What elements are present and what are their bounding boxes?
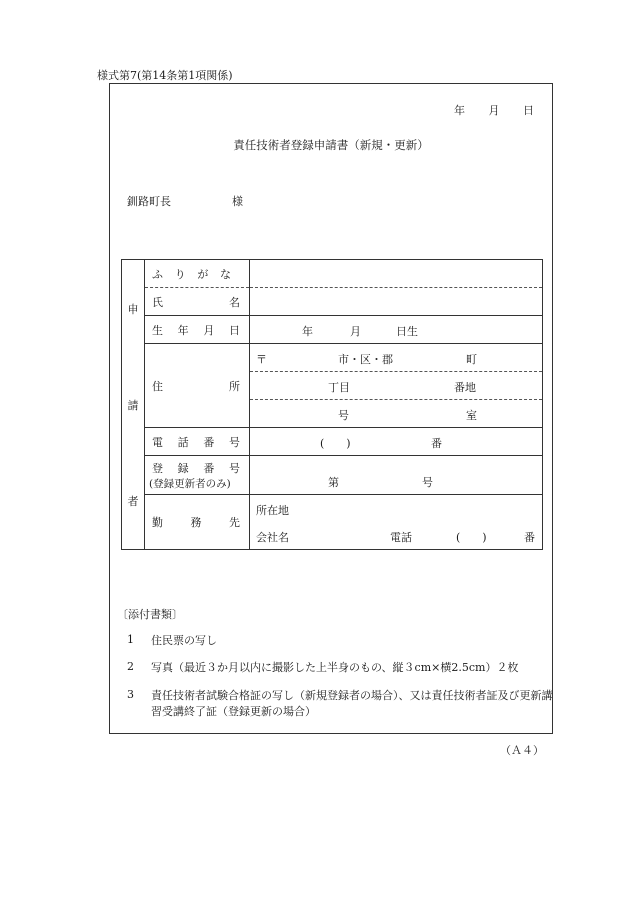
paper-size: （Ａ４）	[500, 744, 544, 757]
address-chome: 丁目	[328, 381, 350, 394]
birth-day: 日生	[396, 325, 418, 338]
furigana-label	[145, 260, 250, 288]
address-go: 号	[338, 409, 349, 422]
birth-label	[145, 316, 250, 344]
label-char: ふ	[152, 267, 163, 281]
phone-field[interactable]	[250, 428, 543, 456]
label-char: 生	[152, 323, 163, 337]
label-char: 年	[177, 323, 189, 337]
label-char: 番	[203, 435, 215, 449]
document-title: 責任技術者登録申請書（新規・更新）	[233, 138, 429, 152]
name-label	[145, 288, 250, 316]
workplace-company-field[interactable]	[250, 522, 543, 550]
workplace-phone-label: 電話	[390, 531, 412, 544]
label-char: 号	[228, 461, 240, 475]
date-line	[454, 102, 534, 118]
label-char: 番	[203, 461, 215, 475]
phone-label	[145, 428, 250, 456]
label-char: 先	[229, 516, 240, 529]
label-char: 録	[177, 461, 189, 475]
address-line2-field[interactable]	[250, 372, 543, 400]
applicant-side-label	[122, 260, 145, 550]
attachment-number: 1	[127, 633, 134, 646]
address-city: 市・区・郡	[338, 353, 393, 366]
workplace-location-label: 所在地	[256, 504, 289, 517]
label-char: 住	[152, 379, 163, 393]
address-room: 室	[466, 409, 477, 422]
label-char: 所	[229, 379, 240, 393]
name-field[interactable]	[250, 288, 543, 316]
date-year: 年	[454, 104, 465, 117]
reg-dai: 第	[328, 476, 339, 489]
label-char: 話	[177, 435, 189, 449]
workplace-company-label: 会社名	[256, 531, 289, 544]
address-line3-field[interactable]	[250, 400, 543, 428]
label-char: 日	[228, 323, 240, 337]
side-char: 申	[127, 302, 139, 316]
address-label	[145, 344, 250, 428]
postal-mark: 〒	[256, 353, 267, 366]
address-town: 町	[466, 353, 477, 366]
date-day: 日	[523, 104, 534, 117]
label-char: が	[197, 267, 209, 281]
workplace-phone-ban: 番	[524, 531, 535, 544]
furigana-field[interactable]	[250, 260, 543, 288]
addressee-name: 釧路町長	[127, 195, 171, 208]
birth-month: 月	[350, 325, 361, 338]
workplace-location-field[interactable]	[250, 495, 543, 523]
attachment-number: 2	[127, 660, 134, 673]
label-char: 勤	[152, 516, 163, 529]
label-char: 登	[152, 461, 163, 475]
label-char: 名	[229, 295, 240, 309]
workplace-label	[145, 495, 250, 550]
address-line1-field[interactable]	[250, 344, 543, 372]
addressee-honorific: 様	[232, 195, 243, 208]
side-char: 者	[127, 494, 139, 508]
registration-note: (登録更新者のみ)	[149, 477, 231, 490]
label-char: 号	[228, 435, 240, 449]
birth-year: 年	[302, 325, 313, 338]
birth-field[interactable]	[250, 316, 543, 344]
workplace-phone-paren: ( )	[456, 531, 487, 544]
label-char: 務	[190, 516, 202, 529]
label-char: 氏	[152, 295, 163, 309]
attachment-number: 3	[127, 688, 134, 701]
phone-ban: 番	[431, 437, 442, 450]
date-month: 月	[488, 104, 500, 117]
attachment-text: 責任技術者試験合格証の写し（新規登録者の場合）、又は責任技術者証及び更新講習受講終了証（登録更新の場合）	[151, 689, 553, 718]
attachment-text: 住民票の写し	[151, 634, 217, 647]
registration-field[interactable]	[250, 456, 543, 495]
reg-go: 号	[422, 476, 433, 489]
attachments-title: 〔添付書類〕	[117, 608, 183, 621]
attachment-text: 写真（最近３か月以内に撮影した上半身のもの、縦３cm×横2.5cm）２枚	[151, 661, 519, 674]
phone-paren: ( )	[320, 437, 351, 450]
form-reference: 様式第7(第14条第1項関係)	[97, 69, 233, 82]
side-char: 請	[127, 398, 139, 412]
label-char: な	[219, 267, 231, 281]
label-char: り	[174, 267, 186, 281]
registration-label	[145, 456, 250, 495]
label-char: 月	[203, 323, 215, 337]
label-char: 電	[152, 435, 163, 449]
applicant-table	[121, 259, 543, 550]
address-banchi: 番地	[454, 381, 476, 394]
